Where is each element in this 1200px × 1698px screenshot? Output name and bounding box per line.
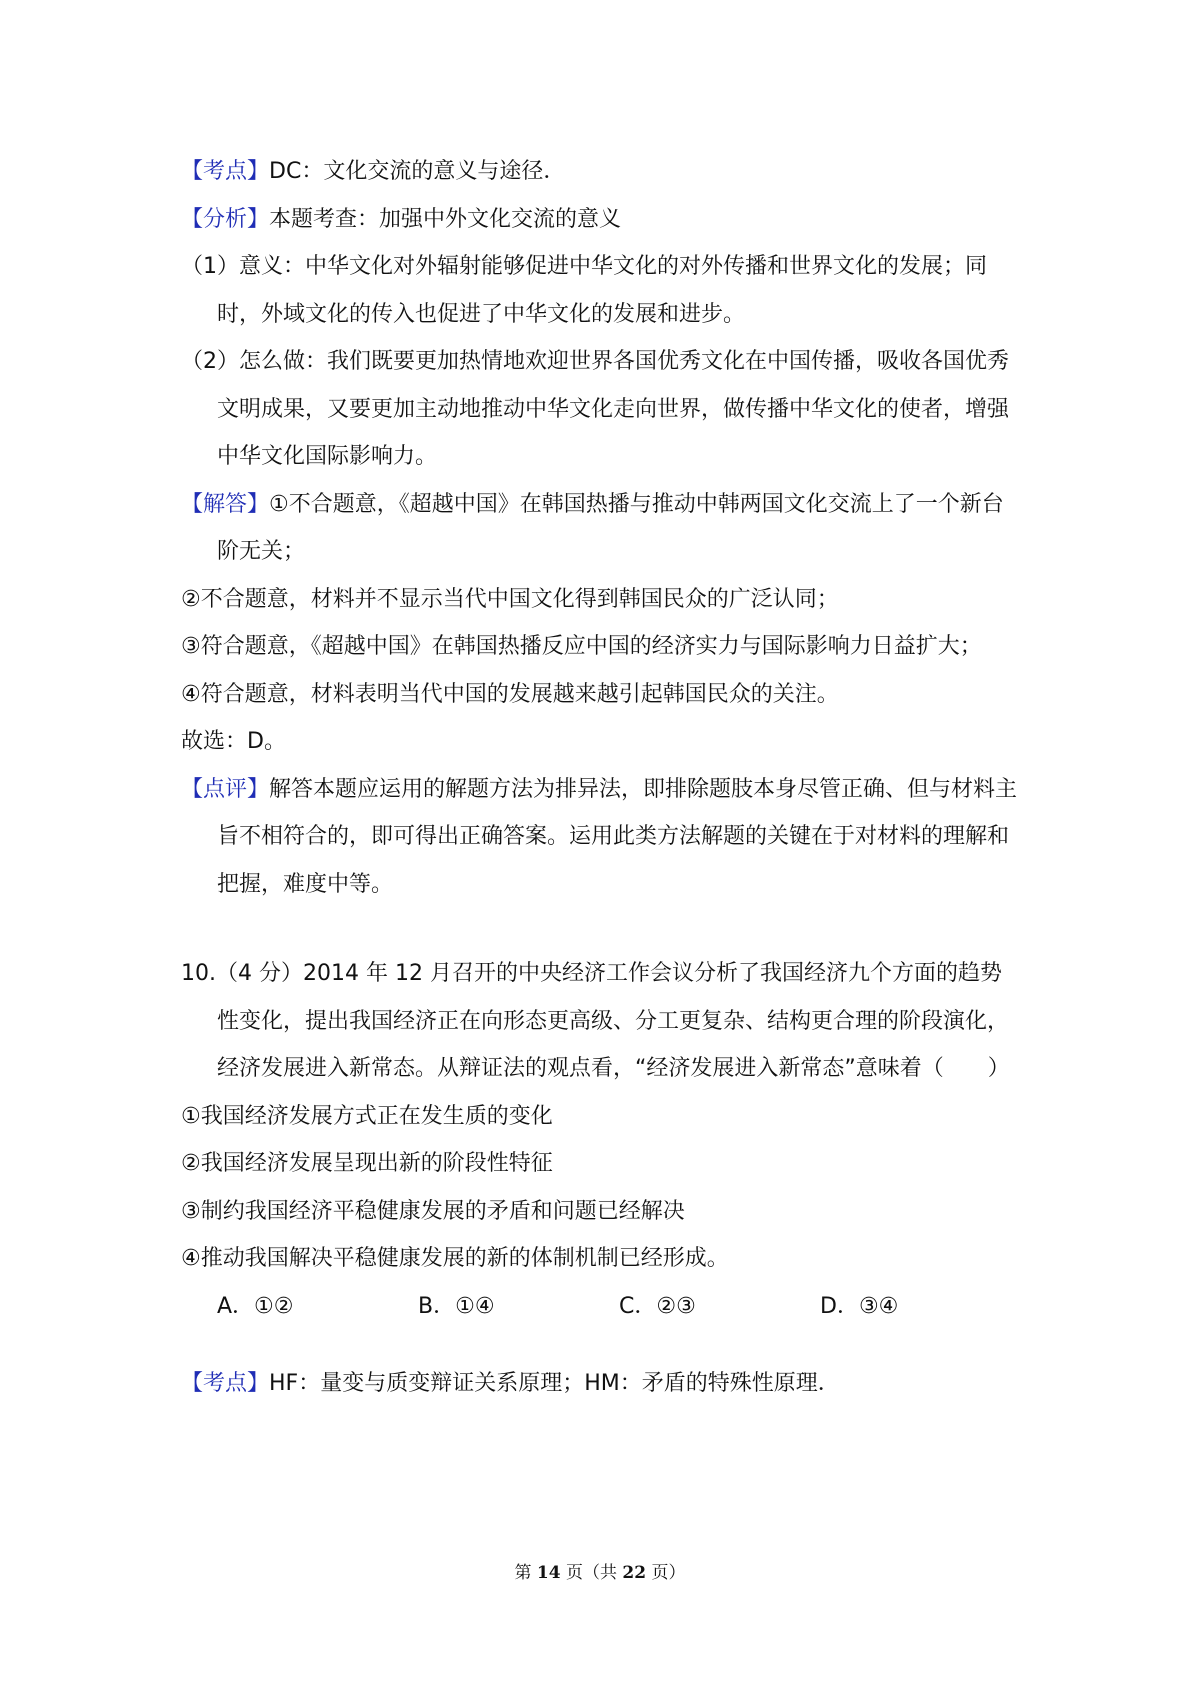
question-10-item-3: ③制约我国经济平稳健康发展的矛盾和问题已经解决 (181, 1198, 685, 1224)
answer-line-3: ③符合题意，《超越中国》在韩国热播反应中国的经济实力与国际影响力日益扩大； (181, 634, 982, 659)
footer-suffix: 页） (646, 1563, 686, 1583)
jieda-line (181, 481, 1021, 576)
section-gap (181, 908, 1021, 950)
dianping-line (181, 766, 1021, 909)
fenxi-text: 本题考查：加强中外文化交流的意义 (269, 206, 622, 232)
question-10-kaodian-tag: 【考点】 (181, 1371, 270, 1396)
question-10-kaodian-text: HF：量变与质变辩证关系原理；HM：矛盾的特殊性原理． (269, 1371, 840, 1396)
question-10-kaodian-line (181, 1360, 1021, 1408)
footer-prefix: 第 (514, 1563, 537, 1583)
question-10-item-2: ②我国经济发展呈现出新的阶段性特征 (181, 1151, 553, 1176)
dianping-text: 解答本题应运用的解题方法为排异法，即排除题肢本身尽管正确、但与材料主旨不相符合的，即可得出正确答案。运用此类方法解题的关键在于对材料的理解和把握，难度中等。 (217, 776, 1018, 897)
kaodian-text: DC：文化交流的意义与途径． (269, 159, 566, 184)
section-gap-2 (181, 1330, 1021, 1360)
footer-page-number: 14 (536, 1563, 561, 1583)
question-10-stem: 10.（4 分）2014 年 12 月召开的中央经济工作会议分析了我国经济九个方面的趋势性变化，提出我国经济正在向形态更高级、分工更复杂、结构更合理的阶段演化，经济发展进入新常态。从辩证法的观点看，“经济发展进入新常态”意味着（ ） (181, 961, 1010, 1081)
question-10-options (181, 1283, 1021, 1331)
option-c: C．②③ (619, 1293, 696, 1319)
page-footer (0, 1558, 1200, 1583)
option-b: B．①④ (418, 1293, 495, 1319)
kaodian-line (181, 148, 1021, 196)
analysis-point-1: （1）意义：中华文化对外辐射能够促进中华文化的对外传播和世界文化的发展；同时，外域文化的传入也促进了中华文化的发展和进步。 (181, 254, 987, 327)
question-10-item-1: ①我国经济发展方式正在发生质的变化 (181, 1103, 553, 1129)
answer-choice: 故选：D。 (181, 729, 286, 754)
analysis-point-2: （2）怎么做：我们既要更加热情地欢迎世界各国优秀文化在中国传播，吸收各国优秀文明成果，又要更加主动地推动中华文化走向世界，做传播中华文化的使者，增强中华文化国际影响力。 (181, 349, 1010, 469)
option-a: A．①② (217, 1293, 294, 1319)
question-10-item-4: ④推动我国解决平稳健康发展的新的体制机制已经形成。 (181, 1246, 729, 1271)
page-content (181, 148, 1021, 1408)
footer-total-pages: 22 (622, 1563, 647, 1583)
option-d: D．③④ (820, 1293, 899, 1319)
jieda-tag: 【解答】 (181, 491, 270, 517)
kaodian-tag: 【考点】 (181, 159, 270, 184)
fenxi-tag: 【分析】 (181, 206, 270, 232)
jieda-text: ①不合题意，《超越中国》在韩国热播与推动中韩两国文化交流上了一个新台阶无关； (217, 491, 1004, 564)
fenxi-line (181, 196, 1021, 244)
dianping-tag: 【点评】 (181, 776, 270, 802)
answer-line-4: ④符合题意，材料表明当代中国的发展越来越引起韩国民众的关注。 (181, 681, 839, 707)
footer-middle: 页（共 (560, 1563, 623, 1583)
answer-line-2: ②不合题意，材料并不显示当代中国文化得到韩国民众的广泛认同； (181, 586, 839, 612)
